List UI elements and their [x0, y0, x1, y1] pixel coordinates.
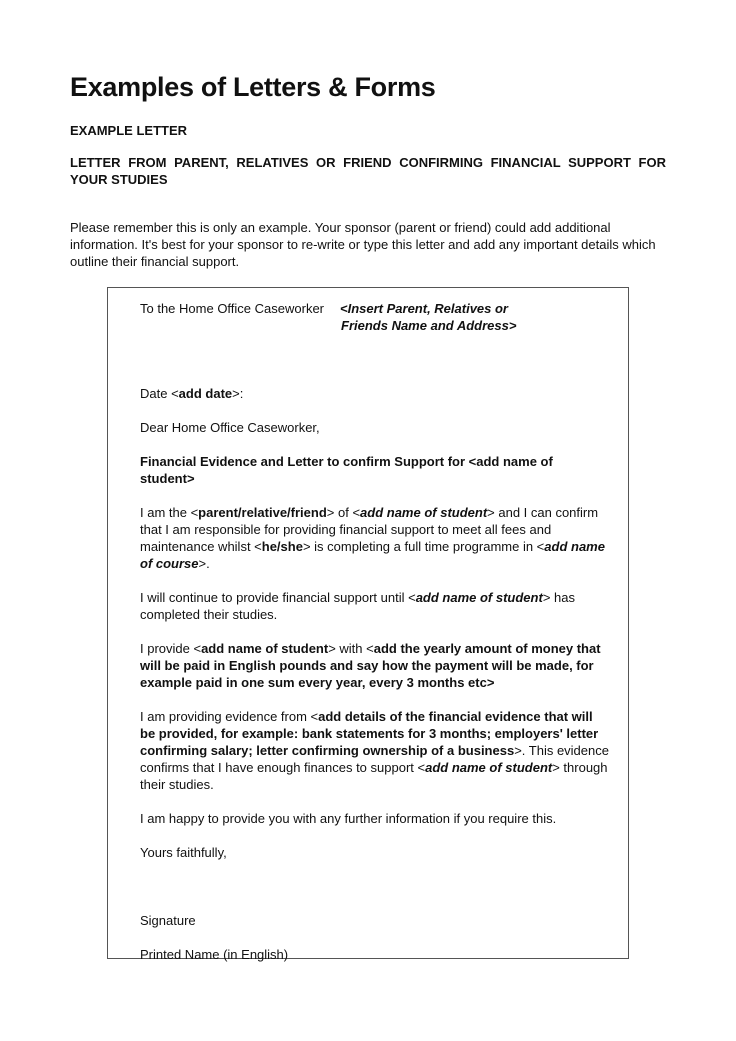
date-placeholder: add date [178, 386, 233, 401]
printed-name-label: Printed Name (in English) [140, 947, 289, 962]
paragraph-further-info: I am happy to provide you with any further information if you require this. [140, 811, 557, 826]
paragraph-evidence: I am providing evidence from <add details of the financial evidence that will be provided, for example: bank statements for 3 months; employers' letter confirming salary; letter confirming ownership of a business>. This evidence confirms that I have enough finances to support <add name of student> through their studies. [140, 709, 609, 792]
example-letter-box [107, 287, 629, 962]
letter-body [140, 300, 610, 963]
paragraph-amount: I provide <add name of student> with <add the yearly amount of money that will be paid in English pounds and say how the payment will be made, for example paid in one sum every year, every 3 months etc> [140, 641, 601, 690]
intro-paragraph: Please remember this is only an example. Your sponsor (parent or friend) could add additional information. It's best for your sponsor to re-write or type this letter and add any important details which outline their financial support. [70, 220, 656, 269]
date-line [140, 385, 610, 402]
date-prefix: Date < [140, 386, 179, 401]
page-title: Examples of Letters & Forms [70, 72, 436, 102]
closing: Yours faithfully, [140, 845, 227, 860]
letter-subject: Financial Evidence and Letter to confirm Support for <add name of student> [140, 454, 553, 486]
sender-line-1: <Insert Parent, Relatives or [340, 301, 508, 316]
signature-label: Signature [140, 913, 196, 928]
paragraph-responsibility: I am the <parent/relative/friend> of <add name of student> and I can confirm that I am responsible for providing financial support to meet all fees and maintenance whilst <he/she> is completing a full time programme in <add name of course>. [140, 505, 605, 571]
example-letter-subhead: EXAMPLE LETTER [70, 123, 188, 138]
date-suffix: >: [232, 386, 244, 401]
salutation: Dear Home Office Caseworker, [140, 420, 320, 435]
sender-line-2: Friends Name and Address> [341, 318, 517, 333]
paragraph-continue-support: I will continue to provide financial support until <add name of student> has completed their studies. [140, 590, 575, 622]
address-block [140, 300, 610, 334]
sender-address-placeholder [340, 300, 516, 334]
recipient: To the Home Office Caseworker [140, 301, 324, 316]
letter-heading: LETTER FROM PARENT, RELATIVES OR FRIEND CONFIRMING FINANCIAL SUPPORT FOR YOUR STUDIES [70, 155, 666, 187]
